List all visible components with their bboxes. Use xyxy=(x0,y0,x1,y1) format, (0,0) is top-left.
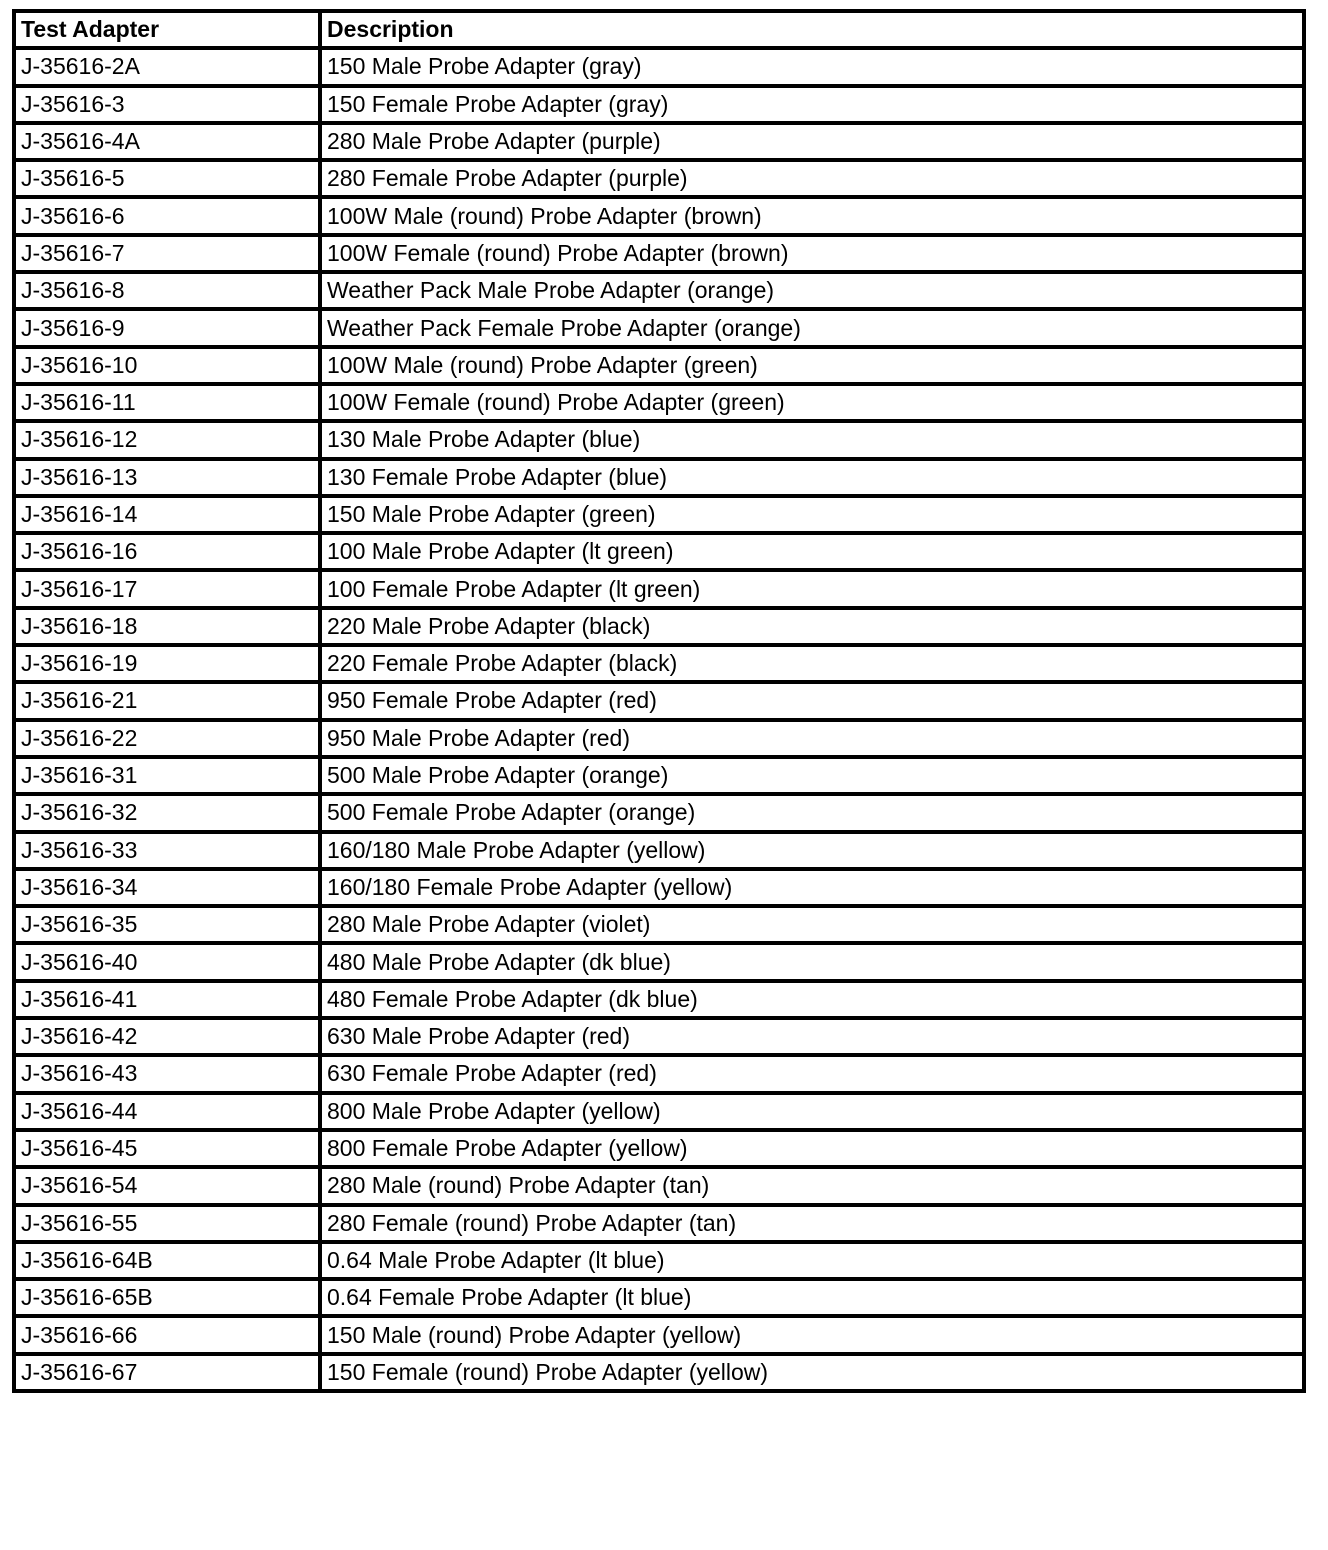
adapter-id-cell: J-35616-34 xyxy=(14,869,320,906)
table-row xyxy=(14,421,1304,458)
adapter-id-cell: J-35616-14 xyxy=(14,496,320,533)
description-cell: 160/180 Male Probe Adapter (yellow) xyxy=(320,832,1304,869)
table-row xyxy=(14,1130,1304,1167)
table-row xyxy=(14,272,1304,309)
adapter-id-cell: J-35616-66 xyxy=(14,1316,320,1353)
description-cell: 150 Male Probe Adapter (gray) xyxy=(320,48,1304,85)
description-cell: 800 Female Probe Adapter (yellow) xyxy=(320,1130,1304,1167)
table-row xyxy=(14,645,1304,682)
adapter-id-cell: J-35616-8 xyxy=(14,272,320,309)
description-cell: 500 Male Probe Adapter (orange) xyxy=(320,757,1304,794)
table-row xyxy=(14,570,1304,607)
description-cell: 100 Female Probe Adapter (lt green) xyxy=(320,570,1304,607)
adapter-id-cell: J-35616-10 xyxy=(14,347,320,384)
table-row xyxy=(14,1055,1304,1092)
table-body xyxy=(14,48,1304,1391)
description-cell: 160/180 Female Probe Adapter (yellow) xyxy=(320,869,1304,906)
description-cell: 630 Male Probe Adapter (red) xyxy=(320,1018,1304,1055)
adapter-id-cell: J-35616-54 xyxy=(14,1167,320,1204)
description-cell: 500 Female Probe Adapter (orange) xyxy=(320,794,1304,831)
adapter-id-cell: J-35616-7 xyxy=(14,235,320,272)
description-cell: 0.64 Male Probe Adapter (lt blue) xyxy=(320,1242,1304,1279)
table-row xyxy=(14,1354,1304,1391)
description-cell: 220 Male Probe Adapter (black) xyxy=(320,608,1304,645)
table-row xyxy=(14,1205,1304,1242)
table-row xyxy=(14,197,1304,234)
description-cell: 630 Female Probe Adapter (red) xyxy=(320,1055,1304,1092)
adapter-id-cell: J-35616-19 xyxy=(14,645,320,682)
description-cell: 280 Female Probe Adapter (purple) xyxy=(320,160,1304,197)
description-cell: 0.64 Female Probe Adapter (lt blue) xyxy=(320,1279,1304,1316)
description-cell: Weather Pack Female Probe Adapter (orange) xyxy=(320,309,1304,346)
table-row xyxy=(14,533,1304,570)
adapter-id-cell: J-35616-55 xyxy=(14,1205,320,1242)
table-row xyxy=(14,608,1304,645)
table-row xyxy=(14,943,1304,980)
adapter-id-cell: J-35616-43 xyxy=(14,1055,320,1092)
table-row xyxy=(14,682,1304,719)
description-cell: 480 Male Probe Adapter (dk blue) xyxy=(320,943,1304,980)
adapter-id-cell: J-35616-67 xyxy=(14,1354,320,1391)
table-row xyxy=(14,906,1304,943)
description-cell: 280 Male Probe Adapter (violet) xyxy=(320,906,1304,943)
description-cell: 480 Female Probe Adapter (dk blue) xyxy=(320,981,1304,1018)
table-row xyxy=(14,347,1304,384)
adapter-id-cell: J-35616-35 xyxy=(14,906,320,943)
description-cell: 950 Female Probe Adapter (red) xyxy=(320,682,1304,719)
description-cell: 100W Male (round) Probe Adapter (green) xyxy=(320,347,1304,384)
description-cell: 100W Male (round) Probe Adapter (brown) xyxy=(320,197,1304,234)
description-cell: 950 Male Probe Adapter (red) xyxy=(320,720,1304,757)
table-row xyxy=(14,86,1304,123)
adapter-id-cell: J-35616-33 xyxy=(14,832,320,869)
adapter-id-cell: J-35616-22 xyxy=(14,720,320,757)
column-header-description: Description xyxy=(320,11,1304,48)
adapter-id-cell: J-35616-3 xyxy=(14,86,320,123)
description-cell: 150 Male (round) Probe Adapter (yellow) xyxy=(320,1316,1304,1353)
table-row xyxy=(14,794,1304,831)
adapter-id-cell: J-35616-21 xyxy=(14,682,320,719)
test-adapter-table xyxy=(12,9,1306,1393)
column-header-test-adapter: Test Adapter xyxy=(14,11,320,48)
table-row xyxy=(14,309,1304,346)
description-cell: 130 Female Probe Adapter (blue) xyxy=(320,459,1304,496)
adapter-id-cell: J-35616-40 xyxy=(14,943,320,980)
adapter-id-cell: J-35616-9 xyxy=(14,309,320,346)
adapter-id-cell: J-35616-17 xyxy=(14,570,320,607)
adapter-id-cell: J-35616-65B xyxy=(14,1279,320,1316)
description-cell: 100W Female (round) Probe Adapter (green) xyxy=(320,384,1304,421)
description-cell: 220 Female Probe Adapter (black) xyxy=(320,645,1304,682)
table-row xyxy=(14,981,1304,1018)
table-row xyxy=(14,48,1304,85)
table-row xyxy=(14,496,1304,533)
adapter-id-cell: J-35616-12 xyxy=(14,421,320,458)
adapter-id-cell: J-35616-5 xyxy=(14,160,320,197)
adapter-id-cell: J-35616-13 xyxy=(14,459,320,496)
table-row xyxy=(14,384,1304,421)
adapter-id-cell: J-35616-45 xyxy=(14,1130,320,1167)
table-row xyxy=(14,720,1304,757)
description-cell: 100 Male Probe Adapter (lt green) xyxy=(320,533,1304,570)
table-row xyxy=(14,832,1304,869)
description-cell: 280 Female (round) Probe Adapter (tan) xyxy=(320,1205,1304,1242)
adapter-id-cell: J-35616-16 xyxy=(14,533,320,570)
adapter-id-cell: J-35616-11 xyxy=(14,384,320,421)
table-row xyxy=(14,1093,1304,1130)
table-row xyxy=(14,1279,1304,1316)
table-row xyxy=(14,459,1304,496)
adapter-id-cell: J-35616-4A xyxy=(14,123,320,160)
table-row xyxy=(14,1167,1304,1204)
table-row xyxy=(14,1018,1304,1055)
adapter-id-cell: J-35616-31 xyxy=(14,757,320,794)
table-row xyxy=(14,123,1304,160)
table-header-row xyxy=(14,11,1304,48)
table-row xyxy=(14,235,1304,272)
description-cell: 150 Female Probe Adapter (gray) xyxy=(320,86,1304,123)
description-cell: 280 Male Probe Adapter (purple) xyxy=(320,123,1304,160)
table-row xyxy=(14,869,1304,906)
adapter-id-cell: J-35616-2A xyxy=(14,48,320,85)
description-cell: 130 Male Probe Adapter (blue) xyxy=(320,421,1304,458)
description-cell: 150 Male Probe Adapter (green) xyxy=(320,496,1304,533)
description-cell: 280 Male (round) Probe Adapter (tan) xyxy=(320,1167,1304,1204)
description-cell: 100W Female (round) Probe Adapter (brown) xyxy=(320,235,1304,272)
adapter-id-cell: J-35616-41 xyxy=(14,981,320,1018)
adapter-id-cell: J-35616-64B xyxy=(14,1242,320,1279)
description-cell: Weather Pack Male Probe Adapter (orange) xyxy=(320,272,1304,309)
table-row xyxy=(14,757,1304,794)
description-cell: 150 Female (round) Probe Adapter (yellow) xyxy=(320,1354,1304,1391)
adapter-id-cell: J-35616-32 xyxy=(14,794,320,831)
table-row xyxy=(14,1242,1304,1279)
adapter-id-cell: J-35616-42 xyxy=(14,1018,320,1055)
adapter-id-cell: J-35616-44 xyxy=(14,1093,320,1130)
table-row xyxy=(14,160,1304,197)
adapter-id-cell: J-35616-6 xyxy=(14,197,320,234)
table-row xyxy=(14,1316,1304,1353)
adapter-id-cell: J-35616-18 xyxy=(14,608,320,645)
description-cell: 800 Male Probe Adapter (yellow) xyxy=(320,1093,1304,1130)
